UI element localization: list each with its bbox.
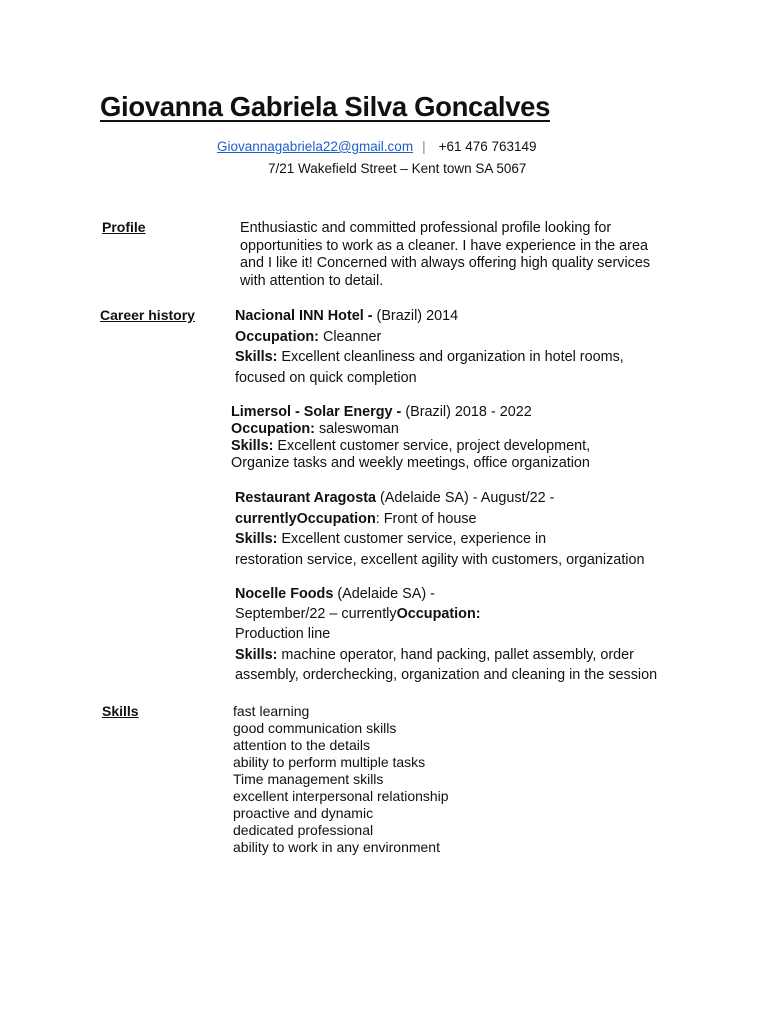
job-details: (Brazil) 2014 (376, 308, 459, 324)
job-occupation: : Front of house (375, 510, 477, 527)
job-skills-cont: focused on quick completion (235, 369, 417, 386)
address: 7/21 Wakefield Street – Kent town SA 5067 (268, 161, 527, 176)
skills-heading: Skills (102, 703, 139, 719)
skill-item: dedicated professional (233, 822, 374, 838)
profile-line: Enthusiastic and committed professional profile looking for (240, 220, 612, 236)
skill-item: ability to perform multiple tasks (233, 754, 426, 770)
skill-item: ability to work in any environment (233, 839, 440, 855)
job-company: Nocelle Foods (235, 586, 334, 602)
job-skills: Excellent cleanliness and organization in hotel rooms, (277, 349, 624, 365)
profile-line: and I like it! Concerned with always offering high quality services (240, 255, 651, 271)
skills-list (233, 703, 449, 856)
job-details: (Adelaide SA) - August/22 - (376, 490, 555, 506)
job-occupation: Production line (235, 626, 331, 643)
job-occupation-label: Occupation: (396, 606, 481, 623)
job-skills-label: Skills: (231, 438, 274, 454)
job-skills: machine operator, hand packing, pallet assembly, order (277, 646, 634, 663)
profile-line: opportunities to work as a cleaner. I have experience in the area (240, 237, 648, 254)
contact-line (217, 139, 537, 154)
skill-item: fast learning (233, 703, 310, 719)
job-entry-nacional-inn (235, 306, 624, 388)
job-entry-limersol (231, 404, 590, 472)
candidate-name: Giovanna Gabriela Silva Goncalves (100, 91, 551, 122)
profile-text (240, 220, 710, 290)
job-company: Nacional INN Hotel - (235, 308, 377, 324)
job-entry-nocelle (235, 584, 657, 685)
job-company: Limersol - Solar Energy - (231, 404, 406, 420)
career-heading: Career history (100, 307, 195, 323)
profile-heading: Profile (102, 219, 146, 235)
job-skills-label: Skills: (235, 646, 278, 663)
job-occupation-label: currentlyOccupation (235, 510, 376, 527)
contact-separator: | (422, 139, 426, 154)
skill-item: good communication skills (233, 720, 397, 736)
job-skills-cont: Organize tasks and weekly meetings, office organization (231, 455, 590, 471)
phone-number: +61 476 763149 (438, 139, 537, 154)
skill-item: excellent interpersonal relationship (233, 788, 449, 804)
job-skills-label: Skills: (235, 349, 278, 365)
job-skills-label: Skills: (235, 531, 278, 547)
email-link[interactable]: Giovannagabriela22@gmail.com (217, 139, 414, 154)
job-details: (Brazil) 2018 - 2022 (405, 404, 532, 420)
skill-item: attention to the details (233, 737, 370, 753)
skill-item: Time management skills (233, 771, 384, 787)
job-skills-cont: restoration service, excellent agility with customers, organization (235, 551, 645, 568)
job-occupation-label: Occupation: (231, 421, 315, 437)
job-skills: Excellent customer service, project development, (273, 438, 591, 454)
job-occupation-label: Occupation: (235, 328, 319, 345)
job-entry-aragosta (235, 488, 645, 570)
job-company: Restaurant Aragosta (235, 490, 377, 506)
skill-item: proactive and dynamic (233, 805, 374, 821)
job-details: (Adelaide SA) - (333, 586, 435, 602)
job-occupation: Cleanner (318, 328, 382, 345)
job-skills: Excellent customer service, experience in (277, 531, 547, 547)
job-occupation: saleswoman (314, 421, 399, 437)
job-skills-cont: assembly, orderchecking, organization and cleaning in the session (235, 666, 658, 683)
profile-line: with attention to detail. (240, 272, 384, 289)
job-dates: September/22 – currently (235, 606, 397, 623)
